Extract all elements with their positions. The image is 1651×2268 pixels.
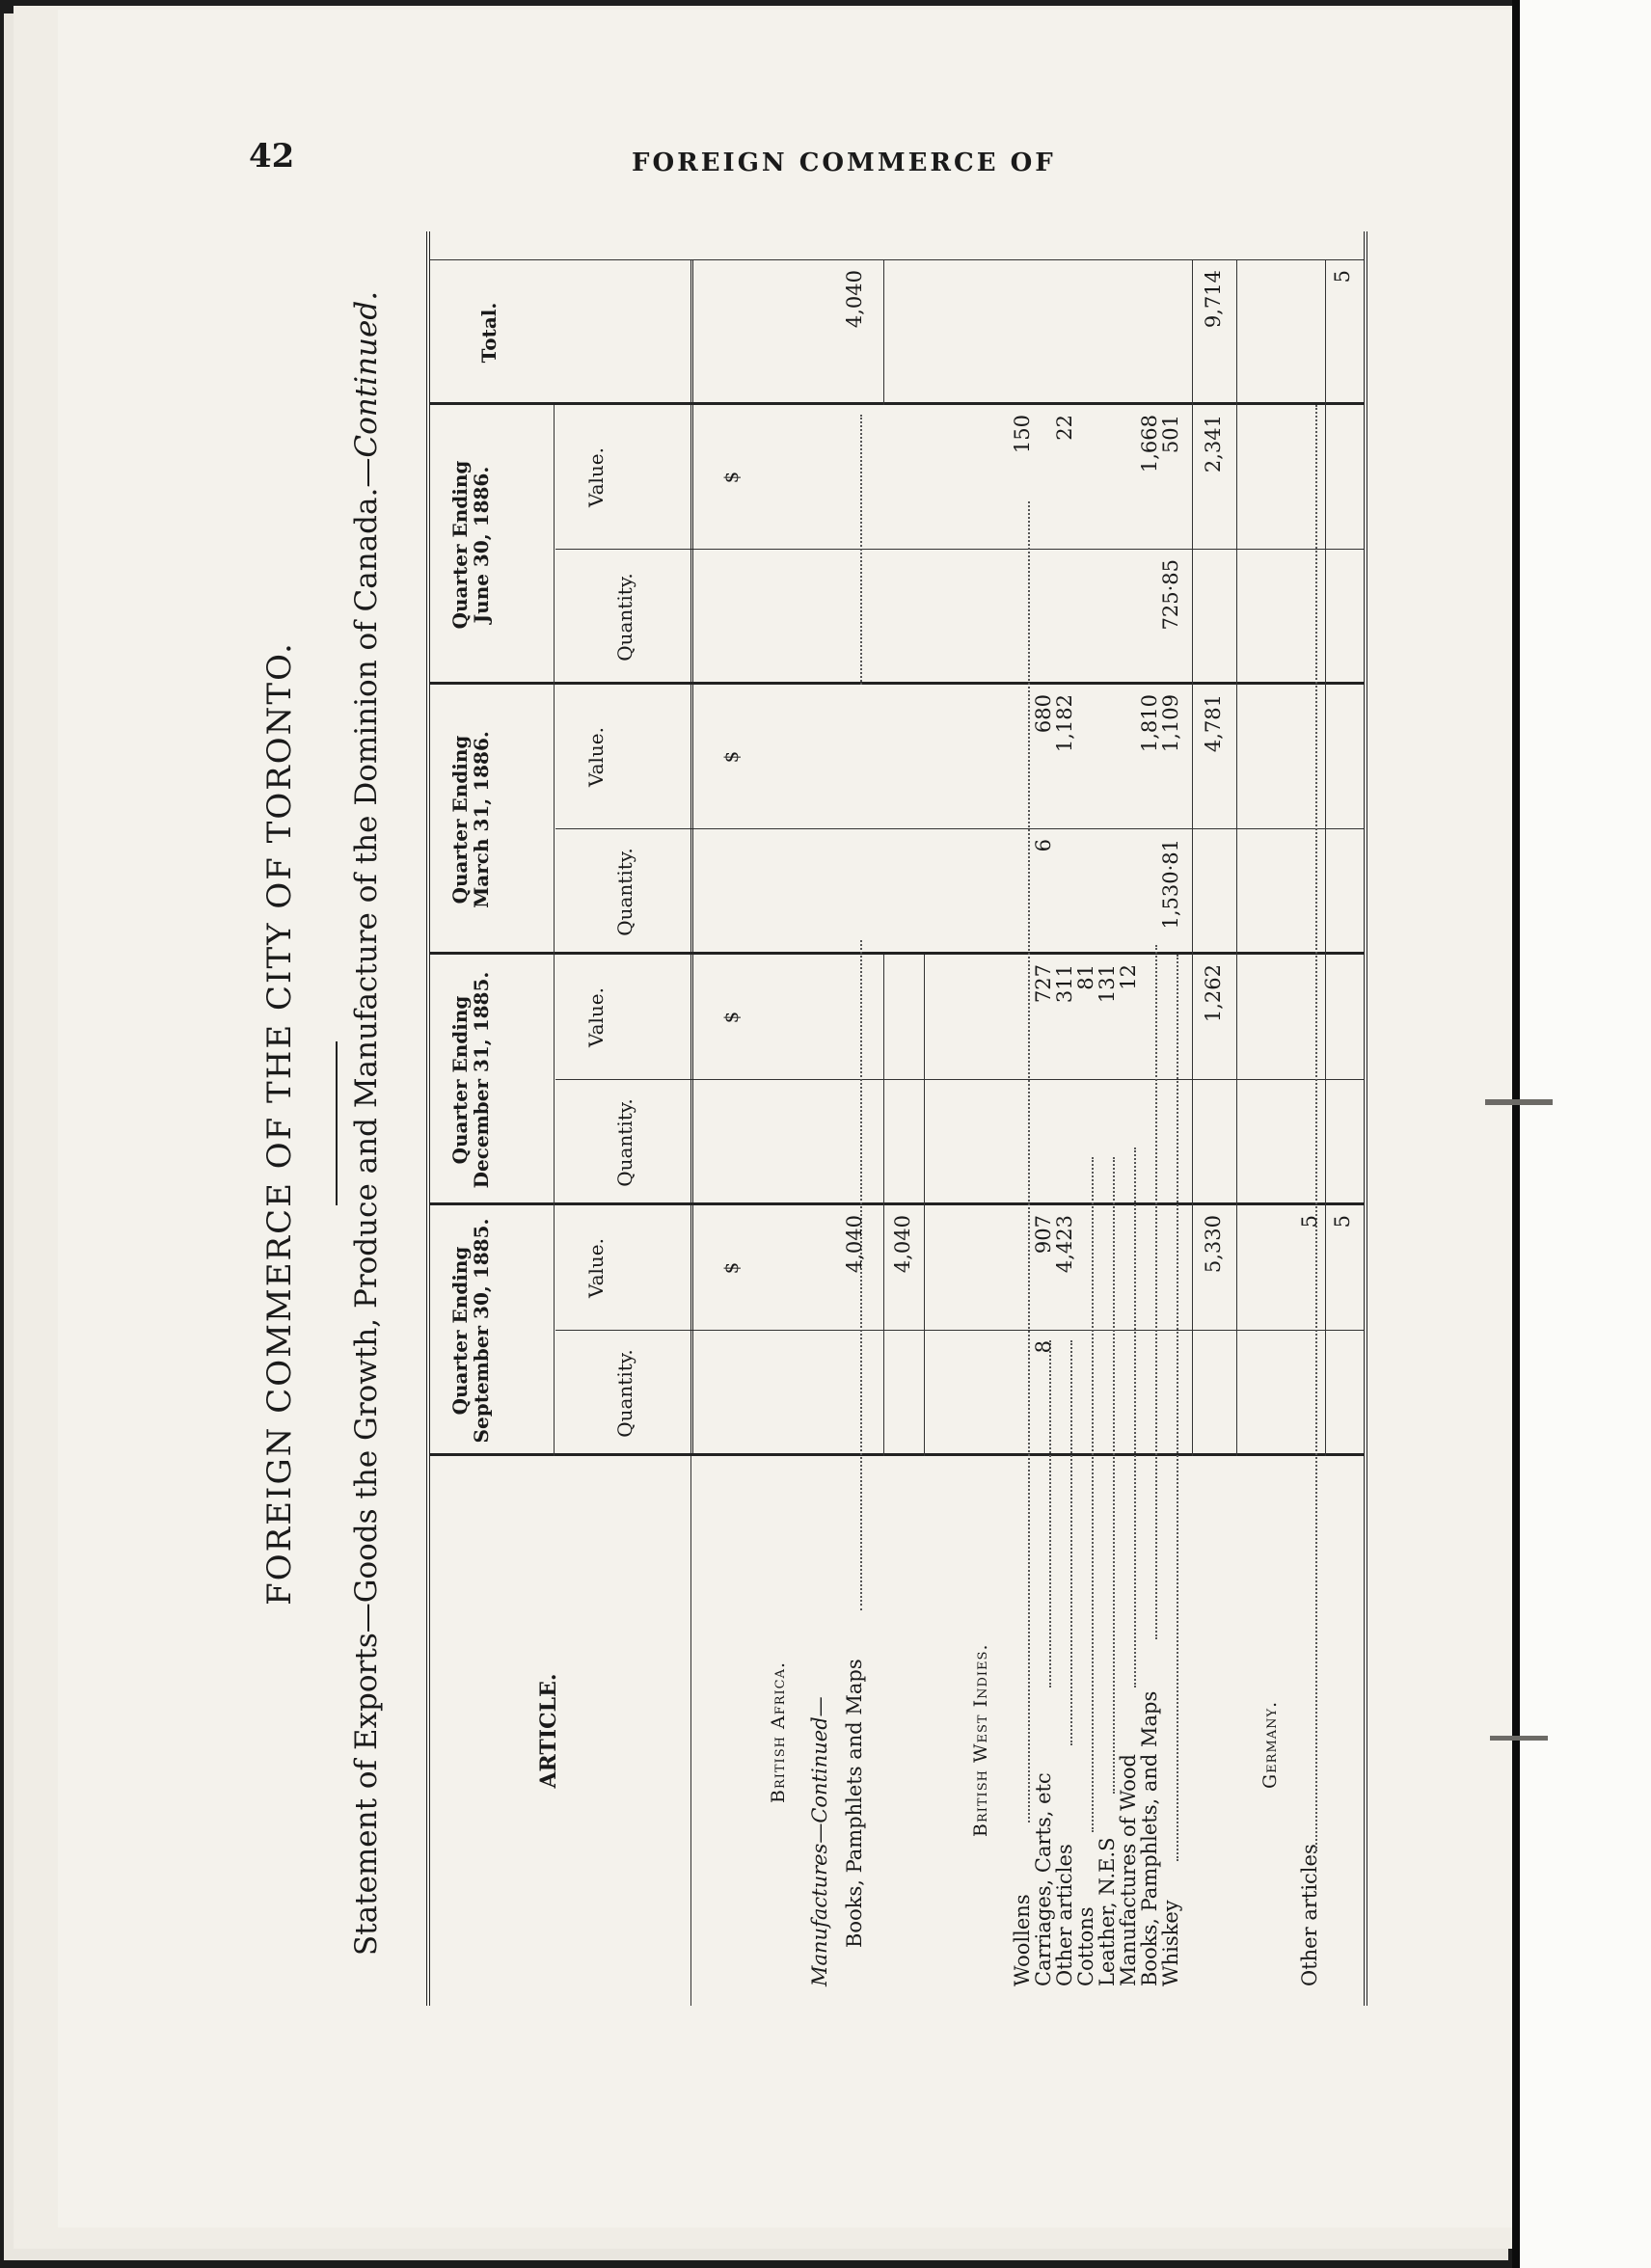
- cell-value: 680: [1032, 694, 1055, 734]
- column-divider: [430, 1202, 1364, 1205]
- subtotal-rule: [1192, 260, 1193, 1456]
- total-header: Total.: [477, 302, 501, 364]
- cell-value: 12: [1117, 964, 1140, 990]
- cell-value: 22: [1053, 415, 1076, 441]
- subtotal-rule: [883, 260, 884, 405]
- cell-value: 81: [1074, 964, 1097, 990]
- leader-dots: [1070, 1340, 1072, 1745]
- cell-total: 4,040: [843, 270, 866, 329]
- quarter-header-line2: December 31, 1885.: [470, 971, 493, 1189]
- cell-value: 1,182: [1053, 694, 1076, 753]
- leader-dots: [1177, 955, 1178, 1861]
- column-divider: [430, 682, 1364, 685]
- cell-value: 150: [1011, 415, 1034, 454]
- quarter-header-sep-1885: [449, 1205, 492, 1456]
- header-rule: [690, 1456, 691, 2006]
- dollar-sign: $: [719, 750, 743, 764]
- header-rule: [690, 260, 693, 1456]
- subtotal-value: 1,262: [1202, 964, 1225, 1023]
- quarter-header-jun-1886: [449, 405, 492, 685]
- cell-value: 501: [1159, 415, 1182, 454]
- quarter-header-line1: Quarter Ending: [448, 735, 472, 904]
- cell-value: 907: [1032, 1215, 1055, 1255]
- quantity-header: Quantity.: [613, 1098, 636, 1187]
- paper-clip-mark: [1490, 1736, 1548, 1741]
- facing-page: [1520, 0, 1651, 2268]
- row-label: Books, Pamphlets, and Maps: [1138, 1690, 1161, 1986]
- page-title: FOREIGN COMMERCE OF THE CITY OF TORONTO.: [260, 641, 299, 1606]
- value-header: Value.: [584, 447, 608, 508]
- subtotal-rule: [924, 955, 925, 1456]
- table-subtitle: [349, 212, 384, 2035]
- row-label: Woollens: [1011, 1894, 1034, 1986]
- cell-value: 1,810: [1138, 694, 1161, 753]
- leader-dots: [1113, 1157, 1115, 1794]
- subtotal-total: 5: [1331, 270, 1354, 284]
- column-divider: [430, 952, 1364, 955]
- value-header: Value.: [584, 987, 608, 1048]
- leader-dots: [1155, 945, 1157, 1639]
- paper-clip-mark: [1485, 1099, 1553, 1105]
- cell-value: 131: [1096, 964, 1119, 1004]
- column-divider: [430, 259, 1364, 260]
- row-label: Whiskey: [1159, 1900, 1182, 1986]
- subtotal-value: 4,040: [891, 1215, 914, 1274]
- section-germany: Germany.: [1259, 1700, 1281, 1789]
- page-number: 42: [249, 137, 295, 176]
- quarter-header-line1: Quarter Ending: [448, 460, 472, 630]
- value-header: Value.: [584, 727, 608, 788]
- section-british-africa: British Africa.: [768, 1660, 789, 1803]
- row-label: Cottons: [1074, 1906, 1097, 1986]
- row-label: Carriages, Carts, etc: [1032, 1772, 1055, 1986]
- quarter-header-dec-1885: [449, 955, 492, 1205]
- cell-quantity: 1,530·81: [1159, 839, 1182, 930]
- leader-dots: [860, 415, 862, 685]
- quarter-header-rule: [554, 405, 555, 1456]
- column-divider: [555, 1330, 1364, 1331]
- quarter-header-mar-1886: [449, 685, 492, 955]
- cell-value: 5: [1298, 1215, 1321, 1228]
- row-label: Leather, N.E.S: [1096, 1837, 1119, 1986]
- cell-value: 4,423: [1053, 1215, 1076, 1274]
- subtotal-value: 5,330: [1202, 1215, 1225, 1274]
- subtotal-rule: [1236, 260, 1237, 1456]
- column-divider: [430, 1453, 1364, 1456]
- dollar-sign: $: [719, 1261, 743, 1275]
- quarter-header-line2: September 30, 1885.: [470, 1218, 493, 1444]
- subtotal-rule: [883, 955, 884, 1456]
- article-header: ARTICLE.: [536, 1673, 561, 1789]
- quarter-header-line1: Quarter Ending: [448, 995, 472, 1165]
- cell-quantity: 8: [1032, 1340, 1055, 1354]
- section-british-west-indies: British West Indies.: [970, 1643, 991, 1837]
- subtotal-rule: [1325, 260, 1326, 1456]
- cell-value: 1,668: [1138, 415, 1161, 473]
- exports-table: [426, 231, 1367, 2006]
- dollar-sign: $: [719, 471, 743, 484]
- cell-value: 4,040: [843, 1215, 866, 1274]
- value-header: Value.: [584, 1238, 608, 1299]
- subtotal-total: 9,714: [1202, 270, 1225, 329]
- subtotal-value: 2,341: [1202, 415, 1225, 473]
- quarter-header-line2: March 31, 1886.: [470, 731, 493, 908]
- rotated-content: [260, 212, 1360, 2035]
- row-label: Other articles: [1298, 1844, 1321, 1986]
- row-label: Manufactures of Wood: [1117, 1754, 1140, 1986]
- row-label: Books, Pamphlets and Maps: [843, 1659, 866, 1948]
- manufactures-continued-label: Manufactures—Continued—: [808, 1696, 831, 1986]
- quarter-header-line1: Quarter Ending: [448, 1246, 472, 1416]
- subtitle-text: Statement of Exports—Goods the Growth, Produce and Manufacture of the Dominion of Canada.: [349, 487, 384, 1957]
- cell-quantity: 6: [1032, 839, 1055, 852]
- subtotal-value: 5: [1331, 1215, 1354, 1228]
- running-head: FOREIGN COMMERCE OF: [632, 148, 1056, 177]
- dollar-sign: $: [719, 1011, 743, 1024]
- leader-dots: [1315, 405, 1317, 1851]
- quantity-header: Quantity.: [613, 573, 636, 662]
- cell-value: 1,109: [1159, 694, 1182, 753]
- leader-dots: [1092, 1157, 1094, 1832]
- subtotal-value: 4,781: [1202, 694, 1225, 753]
- leader-dots: [1028, 501, 1030, 1822]
- cell-value: 311: [1053, 964, 1076, 1004]
- quantity-header: Quantity.: [613, 1349, 636, 1438]
- column-divider: [555, 828, 1364, 829]
- quarter-header-line2: June 30, 1886.: [470, 466, 493, 624]
- row-label: Other articles: [1053, 1844, 1076, 1986]
- quantity-header: Quantity.: [613, 848, 636, 936]
- column-divider: [555, 549, 1364, 550]
- cell-value: 727: [1032, 964, 1055, 1004]
- column-divider: [555, 1079, 1364, 1080]
- book-binding: [1512, 0, 1520, 2268]
- leader-dots: [1134, 1148, 1136, 1688]
- cell-quantity: 725·85: [1159, 559, 1182, 631]
- subtitle-continued: —Continued.: [349, 290, 384, 488]
- title-rule: [336, 1041, 338, 1205]
